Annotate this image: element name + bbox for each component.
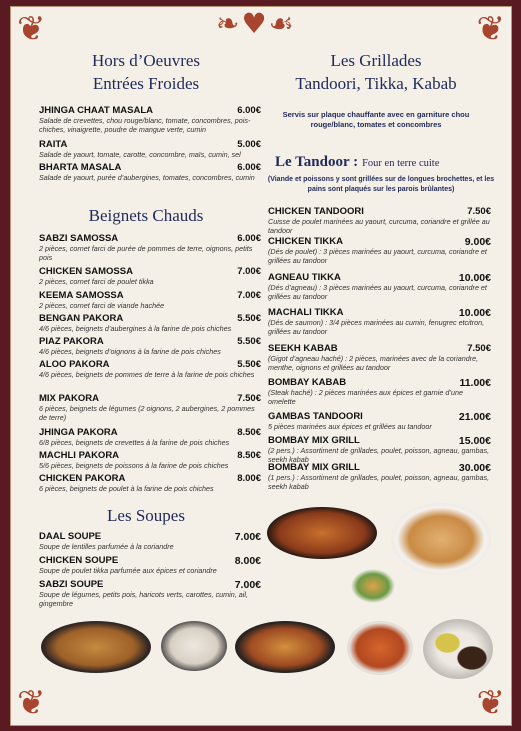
item-price: 5.00€ xyxy=(237,139,261,150)
left-title-line1: Hors d’Oeuvres xyxy=(91,51,201,70)
item-desc: 2 pièces, cornet farci de viande hachée xyxy=(39,301,165,310)
item-name: MACHALI TIKKA xyxy=(268,307,344,318)
item-name: JHINGA PAKORA xyxy=(39,427,118,438)
item-name: ALOO PAKORA xyxy=(39,359,110,370)
list-item xyxy=(268,206,491,235)
soup-section-title: Les Soupes xyxy=(107,506,185,525)
item-price: 7.50€ xyxy=(467,206,491,217)
right-title-line2: Tandoori, Tikka, Kabab xyxy=(295,74,457,93)
item-desc: 5 pièces marinées aux épices et grillées au tandoor xyxy=(268,422,432,431)
photo-samosa-plate xyxy=(391,503,491,575)
item-price: 11.00€ xyxy=(459,377,491,389)
item-name: GAMBAS TANDOORI xyxy=(268,411,363,422)
photo-pakora-plate xyxy=(41,621,151,673)
list-item xyxy=(39,233,261,262)
list-item xyxy=(39,162,261,182)
item-name: JHINGA CHAAT MASALA xyxy=(39,105,153,116)
item-name: MACHLI PAKORA xyxy=(39,450,120,461)
item-price: 8.00€ xyxy=(237,473,261,484)
item-desc: 4/6 pièces, beignets de pommes de terre à la farine de pois chiches xyxy=(39,370,255,379)
item-desc: (2 pers.) : Assortiment de grillades, poulet, poisson, agneau, gambas, seekh kabab xyxy=(268,446,490,464)
item-desc: Soupe de légumes, petits pois, haricots verts, carottes, cumin, ail, gingembre xyxy=(39,590,248,608)
photo-raita-bowl xyxy=(161,621,227,671)
item-price: 8.50€ xyxy=(237,427,261,438)
item-desc: 6/8 pièces, beignets de crevettes à la farine de pois chiches xyxy=(39,438,230,447)
item-desc: Soupe de lentilles parfumée à la coriandre xyxy=(39,542,174,551)
item-desc: 4/6 pièces, beignets d’aubergines à la farine de pois chiches xyxy=(39,324,232,333)
tandoor-subtitle: Four en terre cuite xyxy=(362,158,440,169)
list-item xyxy=(39,555,261,575)
item-name: PIAZ PAKORA xyxy=(39,336,104,347)
item-price: 10.00€ xyxy=(458,307,491,319)
list-item xyxy=(268,272,491,301)
tandoor-title: Le Tandoor : xyxy=(275,154,359,170)
item-name: CHICKEN TIKKA xyxy=(268,236,343,247)
item-desc: 4/6 pièces, beignets d’oignons à la farine de pois chiches xyxy=(39,347,221,356)
item-price: 30.00€ xyxy=(458,462,491,474)
item-name: RAITA xyxy=(39,139,68,150)
item-name: SABZI SAMOSSA xyxy=(39,233,119,244)
list-item xyxy=(39,313,261,333)
item-price: 7.00€ xyxy=(234,579,261,591)
item-name: BHARTA MASALA xyxy=(39,162,122,173)
photo-kabab-plate xyxy=(235,621,335,673)
item-name: BENGAN PAKORA xyxy=(39,313,124,324)
item-price: 7.00€ xyxy=(237,290,261,301)
list-item xyxy=(39,359,261,379)
photo-soup-bowl xyxy=(347,621,413,675)
item-desc: 2 pièces, cornet farci de poulet tikka xyxy=(39,277,154,286)
list-item xyxy=(39,139,261,159)
item-price: 6.00€ xyxy=(237,233,261,244)
list-item xyxy=(268,343,491,372)
ornament-bottom-left: ❦ xyxy=(17,683,46,723)
item-name: CHICKEN TANDOORI xyxy=(268,206,364,217)
tandoor-heading xyxy=(275,153,495,171)
list-item xyxy=(268,411,491,431)
item-desc: 6 pièces, beignets de légumes (2 oignons, 2 aubergines, 2 pommes de terre) xyxy=(39,404,255,422)
item-price: 9.00€ xyxy=(464,236,491,248)
menu-page xyxy=(10,6,512,726)
item-desc: 5/6 pièces, beignets de poissons à la farine de pois chiches xyxy=(39,461,229,470)
ornament-bottom-right: ❦ xyxy=(476,683,505,723)
item-desc: Soupe de poulet tikka parfumée aux épices et coriandre xyxy=(39,566,217,575)
item-price: 8.50€ xyxy=(237,450,261,461)
item-desc: 2 pièces, cornet farci de purée de pommes de terre, oignons, petits pois xyxy=(39,244,253,262)
item-name: DAAL SOUPE xyxy=(39,531,102,542)
item-desc: (Gigot d’agneau haché) : 2 pièces, marinées avec de la coriandre, menthe, oignons et grillées au tandoor xyxy=(268,354,479,372)
photo-grill-platter xyxy=(267,507,377,559)
grill-intro: Servis sur plaque chauffante avec en garniture chou rouge/blanc, tomates et concombres xyxy=(282,110,470,129)
list-item xyxy=(268,236,491,265)
item-price: 10.00€ xyxy=(458,272,491,284)
item-price: 6.00€ xyxy=(237,162,261,173)
list-item xyxy=(39,393,261,422)
item-name: KEEMA SAMOSSA xyxy=(39,290,124,301)
item-price: 7.50€ xyxy=(467,343,491,354)
list-item xyxy=(39,531,261,551)
list-item xyxy=(39,579,261,608)
list-item xyxy=(39,105,261,134)
item-price: 5.50€ xyxy=(237,313,261,324)
item-name: MIX PAKORA xyxy=(39,393,99,404)
item-desc: (Steak haché) : 2 pièces marinées aux épices et garnie d’une omelette xyxy=(268,388,463,406)
item-name: BOMBAY MIX GRILL xyxy=(268,435,360,446)
item-name: SEEKH KABAB xyxy=(268,343,338,354)
list-item xyxy=(268,307,491,336)
list-item xyxy=(268,462,491,491)
item-price: 15.00€ xyxy=(458,435,491,447)
ornament-top-center: ❧♥☙ xyxy=(216,7,296,40)
item-desc: Cuisse de poulet marinées au yaourt, curcuma, coriandre et grillée au tandoor xyxy=(268,217,490,235)
item-name: BOMBAY MIX GRILL xyxy=(268,462,360,473)
list-item xyxy=(39,473,261,493)
ornament-top-left: ❦ xyxy=(17,9,46,49)
item-name: CHICKEN SOUPE xyxy=(39,555,119,566)
right-title-line1: Les Grillades xyxy=(330,51,422,70)
item-desc: Salade de yaourt, purée d’aubergines, tomates, concombres, cumin xyxy=(39,173,255,182)
item-name: CHICKEN SAMOSSA xyxy=(39,266,133,277)
photo-side-dish xyxy=(351,569,395,603)
tandoor-note: (Viande et poissons y sont grillées sur de longues brochettes, et les pains sont plaqués sur les parois brûlantes) xyxy=(267,176,495,193)
item-price: 6.00€ xyxy=(237,105,261,116)
photo-sauces xyxy=(423,619,493,679)
list-item xyxy=(268,435,491,464)
list-item xyxy=(39,450,261,470)
item-name: AGNEAU TIKKA xyxy=(268,272,341,283)
item-name: SABZI SOUPE xyxy=(39,579,104,590)
hot-section-title: Beignets Chauds xyxy=(88,206,204,225)
ornament-top-right: ❦ xyxy=(476,9,505,49)
list-item xyxy=(39,427,261,447)
list-item xyxy=(39,336,261,356)
item-desc: 6 pièces, beignets de poulet à la farine de pois chiches xyxy=(39,484,214,493)
item-desc: (Dés d’agneau) : 3 pièces marinées au yaourt, curcuma, coriandre et grillées au tandoor xyxy=(268,283,487,301)
item-price: 5.50€ xyxy=(237,359,261,370)
item-price: 7.00€ xyxy=(234,531,261,543)
item-name: BOMBAY KABAB xyxy=(268,377,347,388)
item-desc: Salade de yaourt, tomate, carotte, concombre, maïs, cumin, sel xyxy=(39,150,241,159)
item-desc: (Dés de saumon) : 3/4 pièces marinées au cumin, fenugrec etcitron, grillées au tandoor xyxy=(268,318,485,336)
item-desc: Salade de crevettes, chou rouge/blanc, tomate, concombres, pois-chiches, vinaigrette, poudre de mangue verte, cumin xyxy=(39,116,251,134)
item-price: 8.00€ xyxy=(234,555,261,567)
item-name: CHICKEN PAKORA xyxy=(39,473,126,484)
list-item xyxy=(39,290,261,310)
list-item xyxy=(268,377,491,406)
list-item xyxy=(39,266,261,286)
item-price: 7.00€ xyxy=(237,266,261,277)
item-desc: (Dés de poulet) : 3 pièces marinées au yaourt, curcuma, coriandre et grillées au tandoor xyxy=(268,247,487,265)
item-price: 5.50€ xyxy=(237,336,261,347)
item-price: 21.00€ xyxy=(458,411,491,423)
item-desc: (1 pers.) : Assortiment de grillades, poulet, poisson, agneau, gambas, seekh kabab xyxy=(268,473,490,491)
item-price: 7.50€ xyxy=(237,393,261,404)
left-title-line2: Entrées Froides xyxy=(92,74,200,93)
